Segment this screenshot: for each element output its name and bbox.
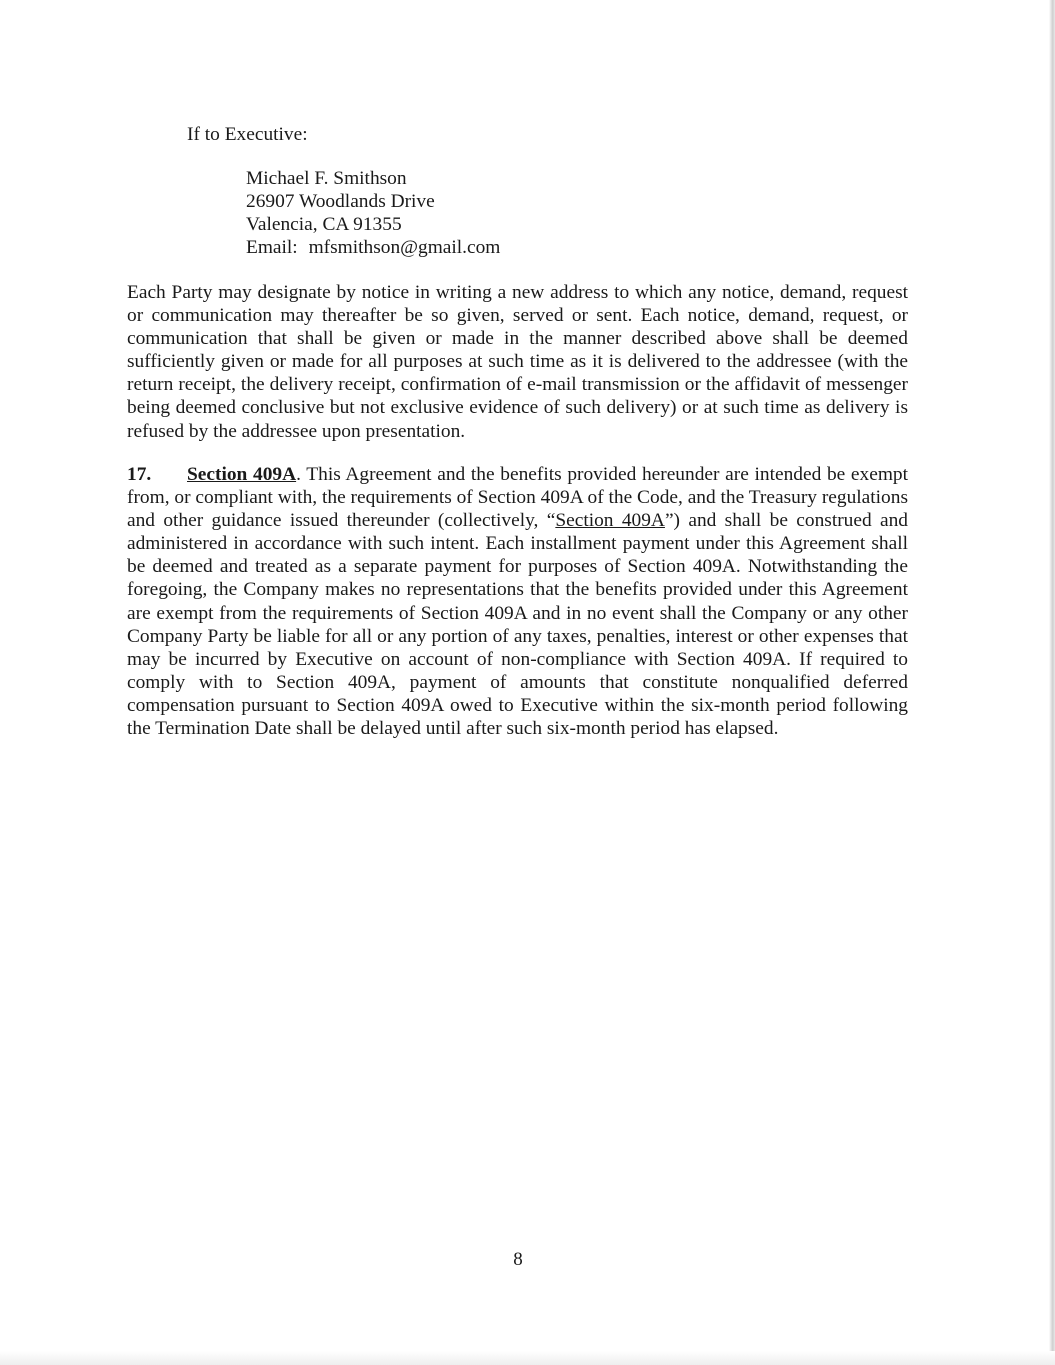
section-17-paragraph — [127, 463, 908, 740]
executive-address-block — [246, 167, 500, 259]
page-number: 8 — [513, 1249, 523, 1270]
scan-right-edge — [1049, 0, 1055, 1365]
section-text-part-2: ”) and shall be construed and administered in accordance with such intent. Each installment payment under this Agreement shall be deemed and treated as a separate payment for purposes of Section 409A. Notwithstanding the foregoing, the Company makes no representations that the benefits provided under this Agreement are exempt from the requirements of Section 409A and in no event shall the Company or any other Company Party be liable for all or any portion of any taxes, penalties, interest or other expenses that may be incurred by Executive on account of non-compliance with Section 409A. If required to comply with to Section 409A, payment of amounts that constitute nonqualified deferred compensation pursuant to Section 409A owed to Executive within the six-month period following the Termination Date shall be delayed until after such six-month period has elapsed. — [127, 510, 908, 740]
executive-email: mfsmithson@gmail.com — [308, 237, 501, 259]
section-text-part-1: This Agreement and the benefits provided hereunder are intended be exempt from, or compliant with, the requirements of Section 409A of the Code, and the Treasury regulations and other guidance issued thereunder (collectively, “ — [127, 464, 909, 532]
notice-recipient-label: If to Executive: — [187, 124, 308, 145]
notice-paragraph: Each Party may designate by notice in writing a new address to which any notice, demand, request or communication may thereafter be so given, served or sent. Each notice, demand, request, or communication that shall be given or made in the manner described above shall be deemed sufficiently given or made for all purposes at such time as it is delivered to the addressee (with the return receipt, the delivery receipt, confirmation of e-mail transmission or the affidavit of messenger being deemed conclusive but not exclusive evidence of such delivery) or at such time as delivery is refused by the addressee upon presentation. — [127, 282, 908, 442]
executive-name: Michael F. Smithson — [246, 168, 407, 189]
section-number: 17. — [127, 464, 152, 485]
defined-term: Section 409A — [555, 510, 665, 532]
executive-city: Valencia, CA 91355 — [246, 214, 402, 236]
email-label: Email: — [246, 237, 298, 259]
executive-street: 26907 Woodlands Drive — [246, 191, 435, 213]
section-title-punct: . — [296, 464, 301, 485]
scan-bottom-edge — [0, 1351, 1055, 1365]
executive-email-line — [246, 236, 500, 259]
section-title: Section 409A — [187, 464, 297, 485]
